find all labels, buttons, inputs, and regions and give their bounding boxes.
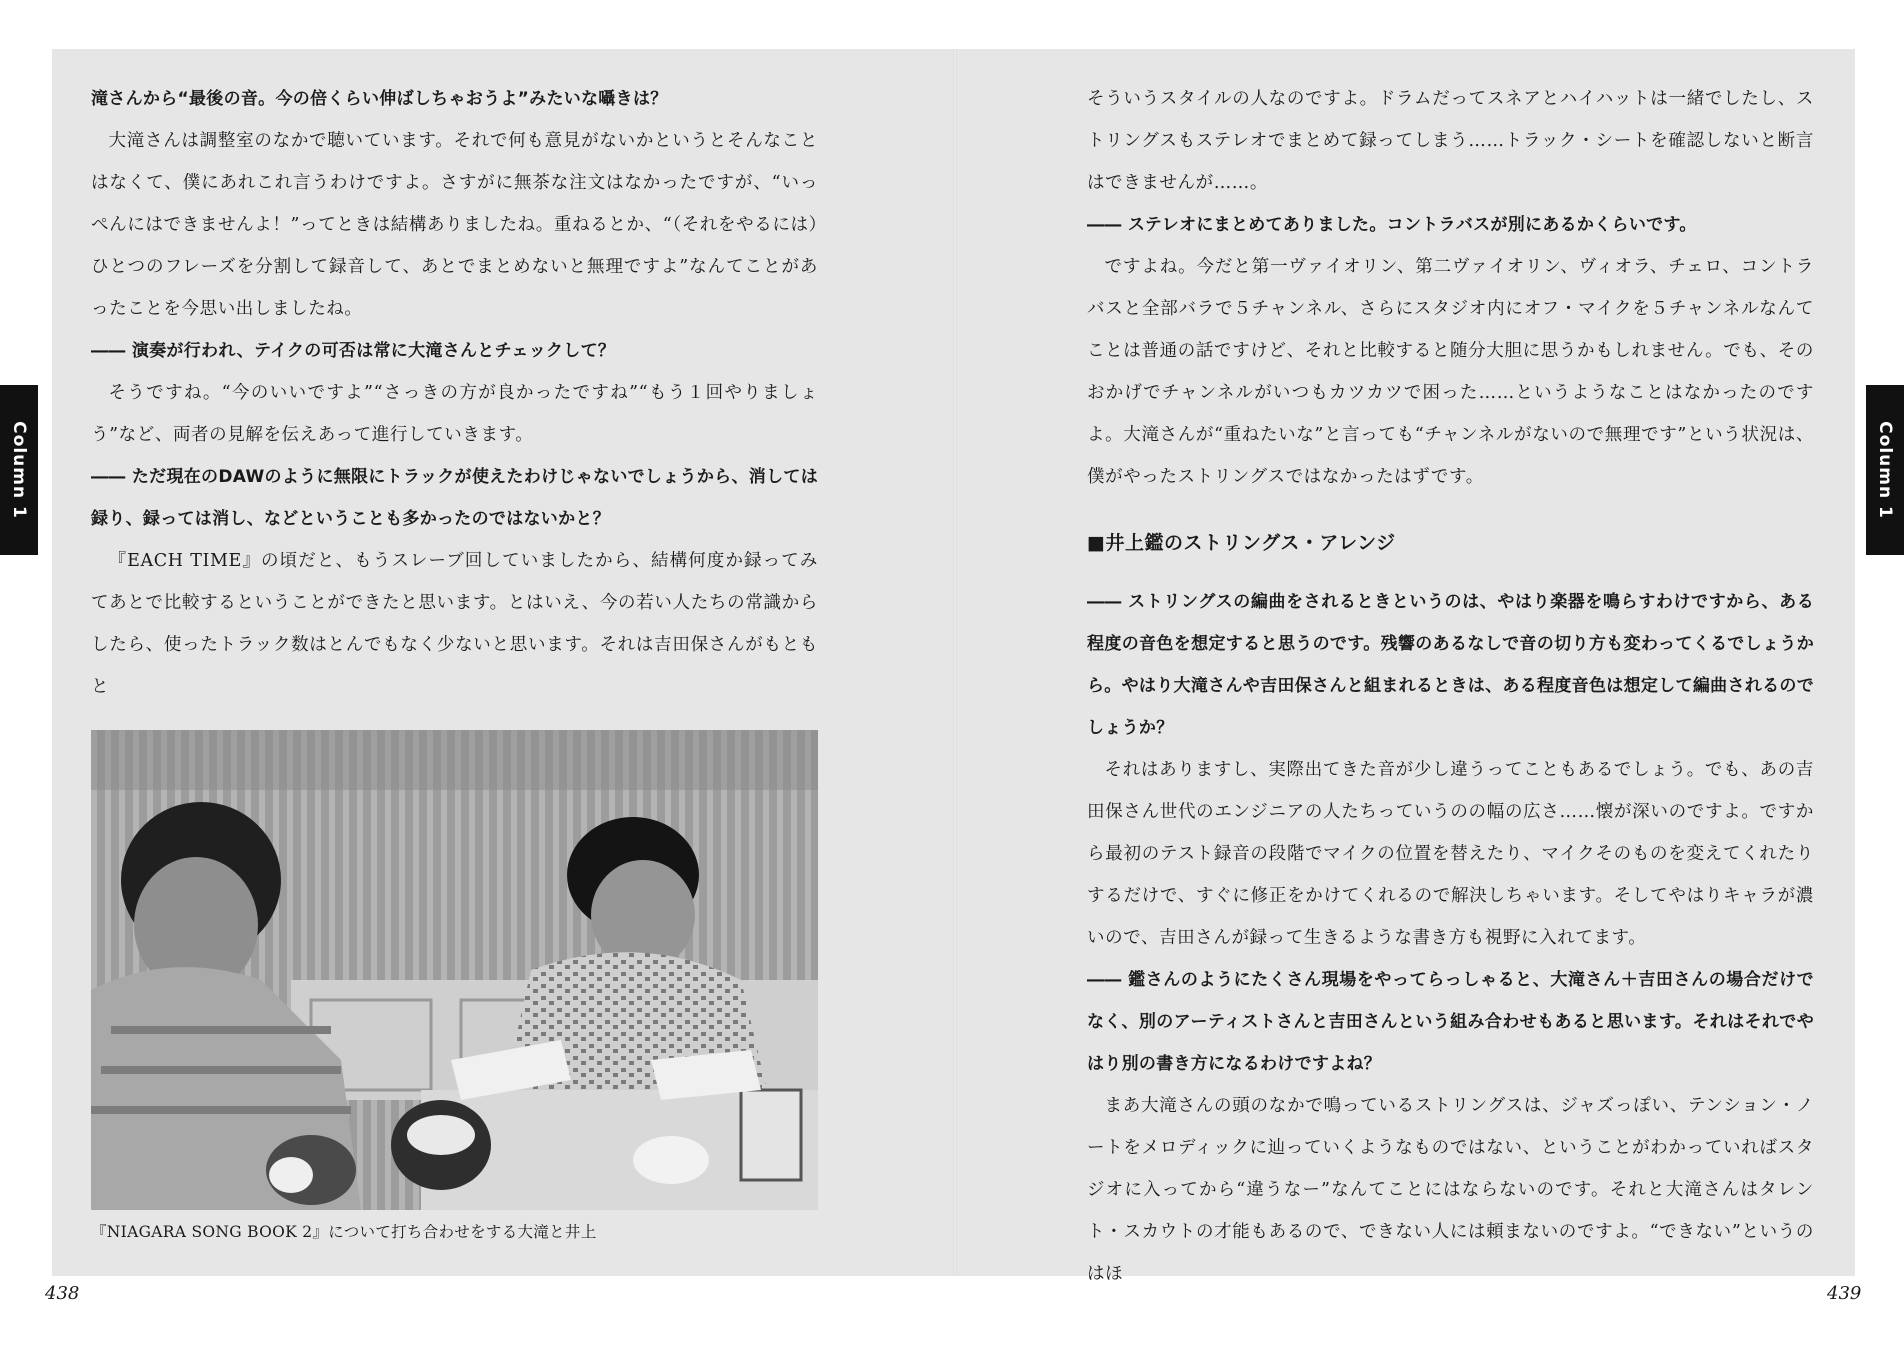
interview-question: ―― ステレオにまとめてありました。コントラバスが別にあるかくらいです。 (1087, 215, 1697, 235)
interview-answer: 大滝さんは調整室のなかで聴いています。それで何も意見がないかというとそんなことはなくて、僕にあれこれ言うわけですよ。さすがに無茶な注文はなかったですが、“いっぺんにはできませんよ！”ってときは結構ありましたね。重ねるとか、“（それをやるには）ひとつのフレーズを分割して録音して、あとでまとめないと無理ですよ”なんてことがあったことを今思い出しましたね。 (91, 131, 818, 319)
right-text-column-top (1087, 78, 1814, 498)
left-text-column (91, 78, 818, 708)
interview-answer: ですよね。今だと第一ヴァイオリン、第二ヴァイオリン、ヴィオラ、チェロ、コントラバスと全部バラで５チャンネル、さらにスタジオ内にオフ・マイクを５チャンネルなんてことは普通の話ですけど、それと比較すると随分大胆に思うかもしれません。でも、そのおかげでチャンネルがいつもカツカツで困った……というようなことはなかったのですよ。大滝さんが“重ねたいな”と言っても“チャンネルがないので無理です”という状況は、僕がやったストリングスではなかったはずです。 (1087, 257, 1814, 487)
interview-question: ―― 鑑さんのようにたくさん現場をやってらっしゃると、大滝さん＋吉田さんの場合だけでなく、別のアーティストさんと吉田さんという組み合わせもあると思います。それはそれでやはり別の書き方になるわけですよね？ (1087, 970, 1814, 1074)
studio-photo (91, 730, 818, 1210)
page-number-left: 438 (45, 1283, 80, 1304)
page-number-right: 439 (1827, 1283, 1862, 1304)
photo-caption: 『NIAGARA SONG BOOK 2』について打ち合わせをする大滝と井上 (91, 1223, 597, 1241)
interview-question: ―― ただ現在のDAWのように無限にトラックが使えたわけじゃないでしょうから、消しては録り、録っては消し、などということも多かったのではないかと？ (91, 467, 818, 529)
interview-answer: まあ大滝さんの頭のなかで鳴っているストリングスは、ジャズっぽい、テンション・ノートをメロディックに辿っていくようなものではない、ということがわかっていればスタジオに入ってから“違うなー”なんてことにはならないのです。それと大滝さんはタレント・スカウトの才能もあるので、できない人には頼まないのですよ。“できない”というのはほ (1087, 1096, 1814, 1284)
column-tab-right (1866, 385, 1904, 555)
interview-answer: そうですね。“今のいいですよ”“さっきの方が良かったですね”“もう１回やりましょう”など、両者の見解を伝えあって進行していきます。 (91, 383, 818, 445)
interview-question: ―― 演奏が行われ、テイクの可否は常に大滝さんとチェックして？ (91, 341, 616, 361)
right-text-column-bottom (1087, 581, 1814, 1295)
interview-question: 滝さんから“最後の音。今の倍くらい伸ばしちゃおうよ”みたいな囁きは？ (91, 89, 668, 109)
interview-answer: そういうスタイルの人なのですよ。ドラムだってスネアとハイハットは一緒でしたし、ストリングスもステレオでまとめて録ってしまう……トラック・シートを確認しないと断言はできませんが……。 (1087, 89, 1814, 193)
column-tab-label: Column 1 (1875, 421, 1895, 519)
column-tab-left (0, 385, 38, 555)
interview-question: ―― ストリングスの編曲をされるときというのは、やはり楽器を鳴らすわけですから、ある程度の音色を想定すると思うのです。残響のあるなしで音の切り方も変わってくるでしょうから。やはり大滝さんや吉田保さんと組まれるときは、ある程度音色は想定して編曲されるのでしょうか？ (1087, 592, 1814, 738)
section-heading: ■井上鑑のストリングス・アレンジ (1087, 532, 1396, 554)
interview-answer: それはありますし、実際出てきた音が少し違うってこともあるでしょう。でも、あの吉田保さん世代のエンジニアの人たちっていうのの幅の広さ……懐が深いのですよ。ですから最初のテスト録音の段階でマイクの位置を替えたり、マイクそのものを変えてくれたりするだけで、すぐに修正をかけてくれるので解決しちゃいます。そしてやはりキャラが濃いので、吉田さんが録って生きるような書き方も視野に入れてます。 (1087, 760, 1814, 948)
page-gutter (953, 49, 957, 1276)
column-tab-label: Column 1 (9, 421, 29, 519)
interview-answer: 『EACH TIME』の頃だと、もうスレーブ回していましたから、結構何度か録ってみてあとで比較するということができたと思います。とはいえ、今の若い人たちの常識からしたら、使ったトラック数はとんでもなく少ないと思います。それは吉田保さんがもともと (91, 551, 818, 697)
